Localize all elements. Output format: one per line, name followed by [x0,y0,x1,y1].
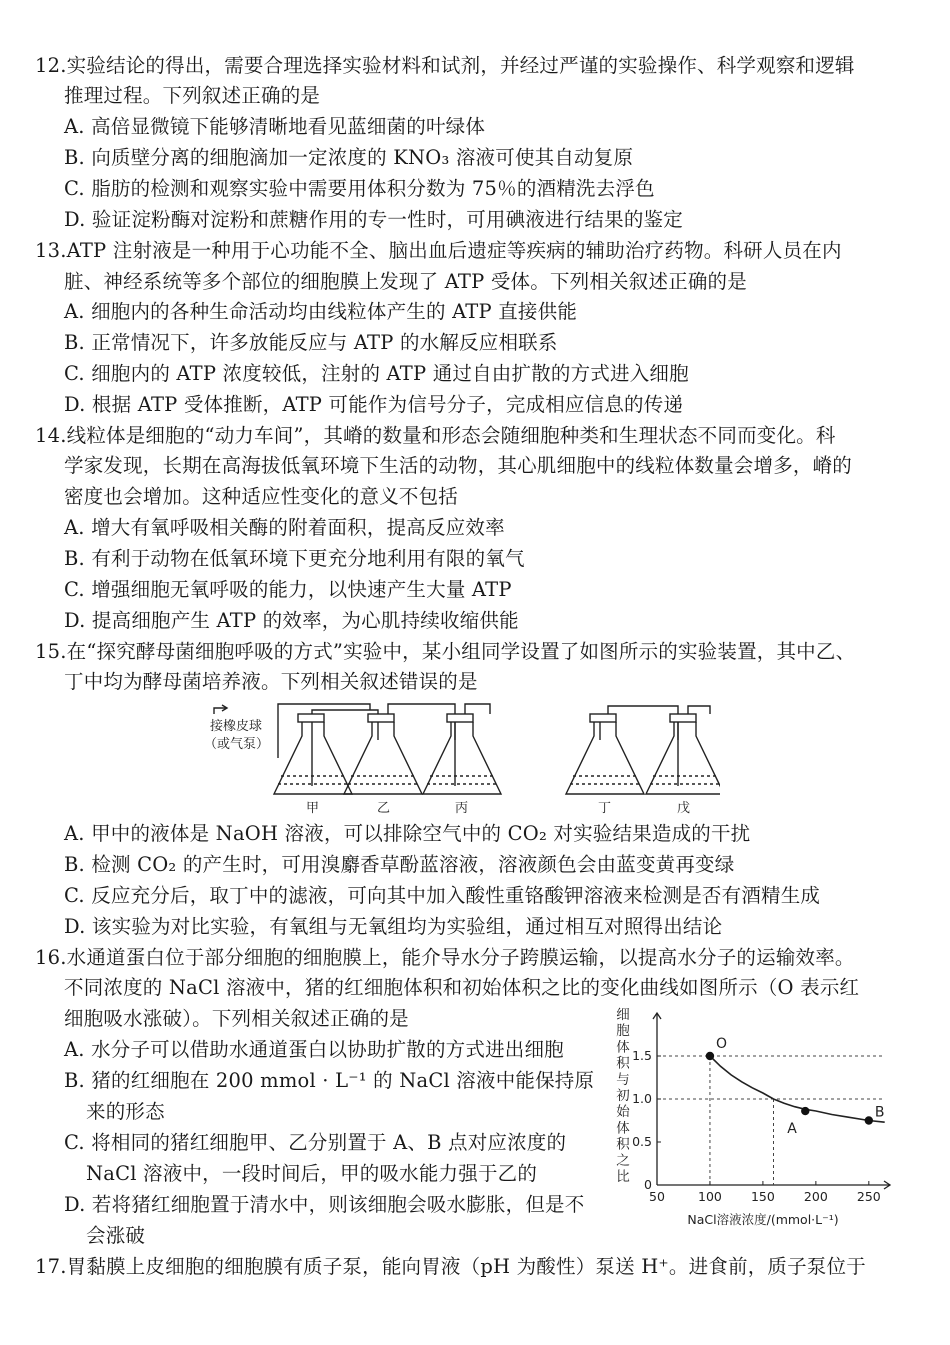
q17-stem-line-1 [35,1253,866,1281]
ylabel-char: 细 [616,1007,630,1023]
q15-number: 15. [35,640,67,663]
q16-stem-line-1 [35,944,855,972]
q14-stem-line-1 [35,422,836,450]
q16-option-d-line-1[interactable]: D. 若将猪红细胞置于清水中，则该细胞会吸水膨胀，但是不 [64,1193,585,1216]
q14-stem-line-3: 密度也会增加。这种适应性变化的意义不包括 [64,485,459,508]
flask-jia [274,714,352,794]
x-tick-label: 250 [856,1189,881,1204]
q14-option-b[interactable]: B. 有利于动物在低氧环境下更充分地利用有限的氧气 [64,547,525,570]
x-tick-label: 200 [803,1189,828,1204]
q15-option-b[interactable]: B. 检测 CO₂ 的产生时，可用溴麝香草酚蓝溶液，溶液颜色会由蓝变黄再变绿 [64,853,735,876]
q12-option-c[interactable]: C. 脂肪的检测和观察实验中需要用体积分数为 75％的酒精洗去浮色 [64,177,655,200]
flask-ding [566,714,644,794]
q12-option-a[interactable]: A. 高倍显微镜下能够清晰地看见蓝细菌的叶绿体 [64,115,486,138]
q16-stem-text-1: 水通道蛋白位于部分细胞的细胞膜上，能介导水分子跨膜运输，以提高水分子的运输效率。 [66,946,855,969]
point-A [801,1107,809,1115]
flask-yi [344,714,422,794]
q13-stem-line-2: 脏、神经系统等多个部位的细胞膜上发现了 ATP 受体。下列相关叙述正确的是 [64,270,747,293]
ylabel-char: 初 [616,1088,630,1104]
q16-option-b-line-1[interactable]: B. 猪的红细胞在 200 mmol · L⁻¹ 的 NaCl 溶液中能保持原 [64,1069,595,1092]
pump-label-1: 接橡皮球 [210,719,263,734]
ylabel-char: 之 [616,1152,630,1169]
q16-option-c-line-2[interactable]: NaCl 溶液中，一段时间后，甲的吸水能力强于乙的 [86,1162,538,1185]
point-label-B: B [874,1104,885,1121]
x-tick-label: 150 [750,1189,775,1204]
x-tick-label: 100 [698,1189,722,1204]
q13-option-a[interactable]: A. 细胞内的各种生命活动均由线粒体产生的 ATP 直接供能 [64,300,578,323]
q16-option-d-line-2[interactable]: 会涨破 [86,1224,146,1247]
q15-stem-line-1 [35,638,855,666]
rbc-volume-chart [605,1005,905,1230]
ylabel-char: 积 [616,1055,630,1072]
q16-stem-line-2: 不同浓度的 NaCl 溶液中，猪的红细胞体积和初始体积之比的变化曲线如图所示（O 表示红 [64,976,860,999]
chart-ylabel [616,1007,630,1185]
ylabel-char: 始 [616,1104,630,1121]
flask-bing [423,714,501,794]
q12-stem-line-1 [35,52,855,80]
q12-stem-line-2: 推理过程。下列叙述正确的是 [64,84,321,107]
q14-number: 14. [35,424,67,447]
chart-curve [710,1056,885,1122]
q15-option-c[interactable]: C. 反应充分后，取丁中的滤液，可向其中加入酸性重铬酸钾溶液来检测是否有酒精生成 [64,884,821,907]
ylabel-char: 比 [616,1169,630,1185]
q14-option-a[interactable]: A. 增大有氧呼吸相关酶的附着面积，提高反应效率 [64,516,505,539]
ylabel-char: 胞 [616,1023,630,1040]
q14-option-c[interactable]: C. 增强细胞无氧呼吸的能力，以快速产生大量 ATP [64,578,512,601]
tube-ding-wu [608,706,678,740]
ylabel-char: 积 [616,1136,630,1153]
q15-option-a[interactable]: A. 甲中的液体是 NaOH 溶液，可以排除空气中的 CO₂ 对实验结果造成的干扰 [64,822,751,845]
q13-option-b[interactable]: B. 正常情况下，许多放能反应与 ATP 的水解反应相联系 [64,331,558,354]
chart-reference-lines [657,1056,882,1185]
q13-option-d[interactable]: D. 根据 ATP 受体推断，ATP 可能作为信号分子，完成相应信息的传递 [64,393,684,416]
y-tick-label: 1.0 [632,1091,652,1106]
chart-axes [653,1013,890,1189]
y-tick-label: 0 [644,1177,652,1192]
q13-stem-line-1 [35,237,842,265]
q13-option-c[interactable]: C. 细胞内的 ATP 浓度较低，注射的 ATP 通过自由扩散的方式进入细胞 [64,362,689,385]
q12-stem-text-1: 实验结论的得出，需要合理选择实验材料和试剂，并经过严谨的实验操作、科学观察和逻辑 [66,54,855,77]
q14-stem-text-1: 线粒体是细胞的“动力车间”，其嵴的数量和形态会随细胞种类和生理状态不同而变化。科 [66,424,836,447]
q16-option-b-line-2[interactable]: 来的形态 [86,1100,165,1123]
y-tick-label: 0.5 [632,1134,652,1149]
ylabel-char: 体 [616,1120,630,1137]
q12-number: 12. [35,54,67,77]
q13-stem-text-1: ATP 注射液是一种用于心功能不全、脑出血后遗症等疾病的辅助治疗药物。科研人员在内 [66,239,842,262]
yeast-respiration-apparatus [200,700,720,818]
q12-option-b[interactable]: B. 向质壁分离的细胞滴加一定浓度的 KNO₃ 溶液可使其自动复原 [64,146,634,169]
q17-stem-text-1: 胃黏膜上皮细胞的细胞膜有质子泵，能向胃液（pH 为酸性）泵送 H⁺。进食前，质子泵位于 [66,1255,866,1278]
y-tick-label: 1.5 [632,1048,652,1063]
q16-number: 16. [35,946,67,969]
pump-label-2: （或气泵） [204,737,270,752]
point-B [865,1116,873,1124]
tube-yi-bing [388,704,455,740]
point-O [706,1052,714,1060]
flask-label-jia: 甲 [306,801,320,816]
x-tick-label: 50 [649,1189,665,1204]
q17-number: 17. [35,1255,67,1278]
q15-stem-text-1: 在“探究酵母菌细胞呼吸的方式”实验中，某小组同学设置了如图所示的实验装置，其中乙、 [66,640,856,663]
ylabel-char: 与 [616,1071,630,1088]
q14-option-d[interactable]: D. 提高细胞产生 ATP 的效率，为心肌持续收缩供能 [64,609,519,632]
flask-label-bing: 丙 [455,801,469,816]
point-label-A: A [787,1121,797,1138]
q16-stem-line-3: 细胞吸水涨破）。下列相关叙述正确的是 [64,1007,409,1030]
q14-stem-line-2: 学家发现，长期在高海拔低氧环境下生活的动物，其心肌细胞中的线粒体数量会增多，嵴的 [64,454,853,477]
chart-points [706,1036,885,1137]
flask-wu [646,714,720,794]
chart-xlabel: NaCl溶液浓度/(mmol·L⁻¹) [687,1212,839,1227]
flask-label-wu: 戊 [677,801,691,816]
q12-option-d[interactable]: D. 验证淀粉酶对淀粉和蔗糖作用的专一性时，可用碘液进行结果的鉴定 [64,208,683,231]
q13-number: 13. [35,239,67,262]
ylabel-char: 体 [616,1039,630,1056]
flask-label-ding: 丁 [598,801,612,816]
q15-stem-line-2: 丁中均为酵母菌培养液。下列相关叙述错误的是 [64,670,478,693]
q16-option-a[interactable]: A. 水分子可以借助水通道蛋白以协助扩散的方式进出细胞 [64,1038,564,1061]
point-label-O: O [715,1036,727,1052]
q16-option-c-line-1[interactable]: C. 将相同的猪红细胞甲、乙分别置于 A、B 点对应浓度的 [64,1131,567,1154]
flask-label-yi: 乙 [377,801,391,816]
q15-option-d[interactable]: D. 该实验为对比实验，有氧组与无氧组均为实验组，通过相互对照得出结论 [64,915,723,938]
